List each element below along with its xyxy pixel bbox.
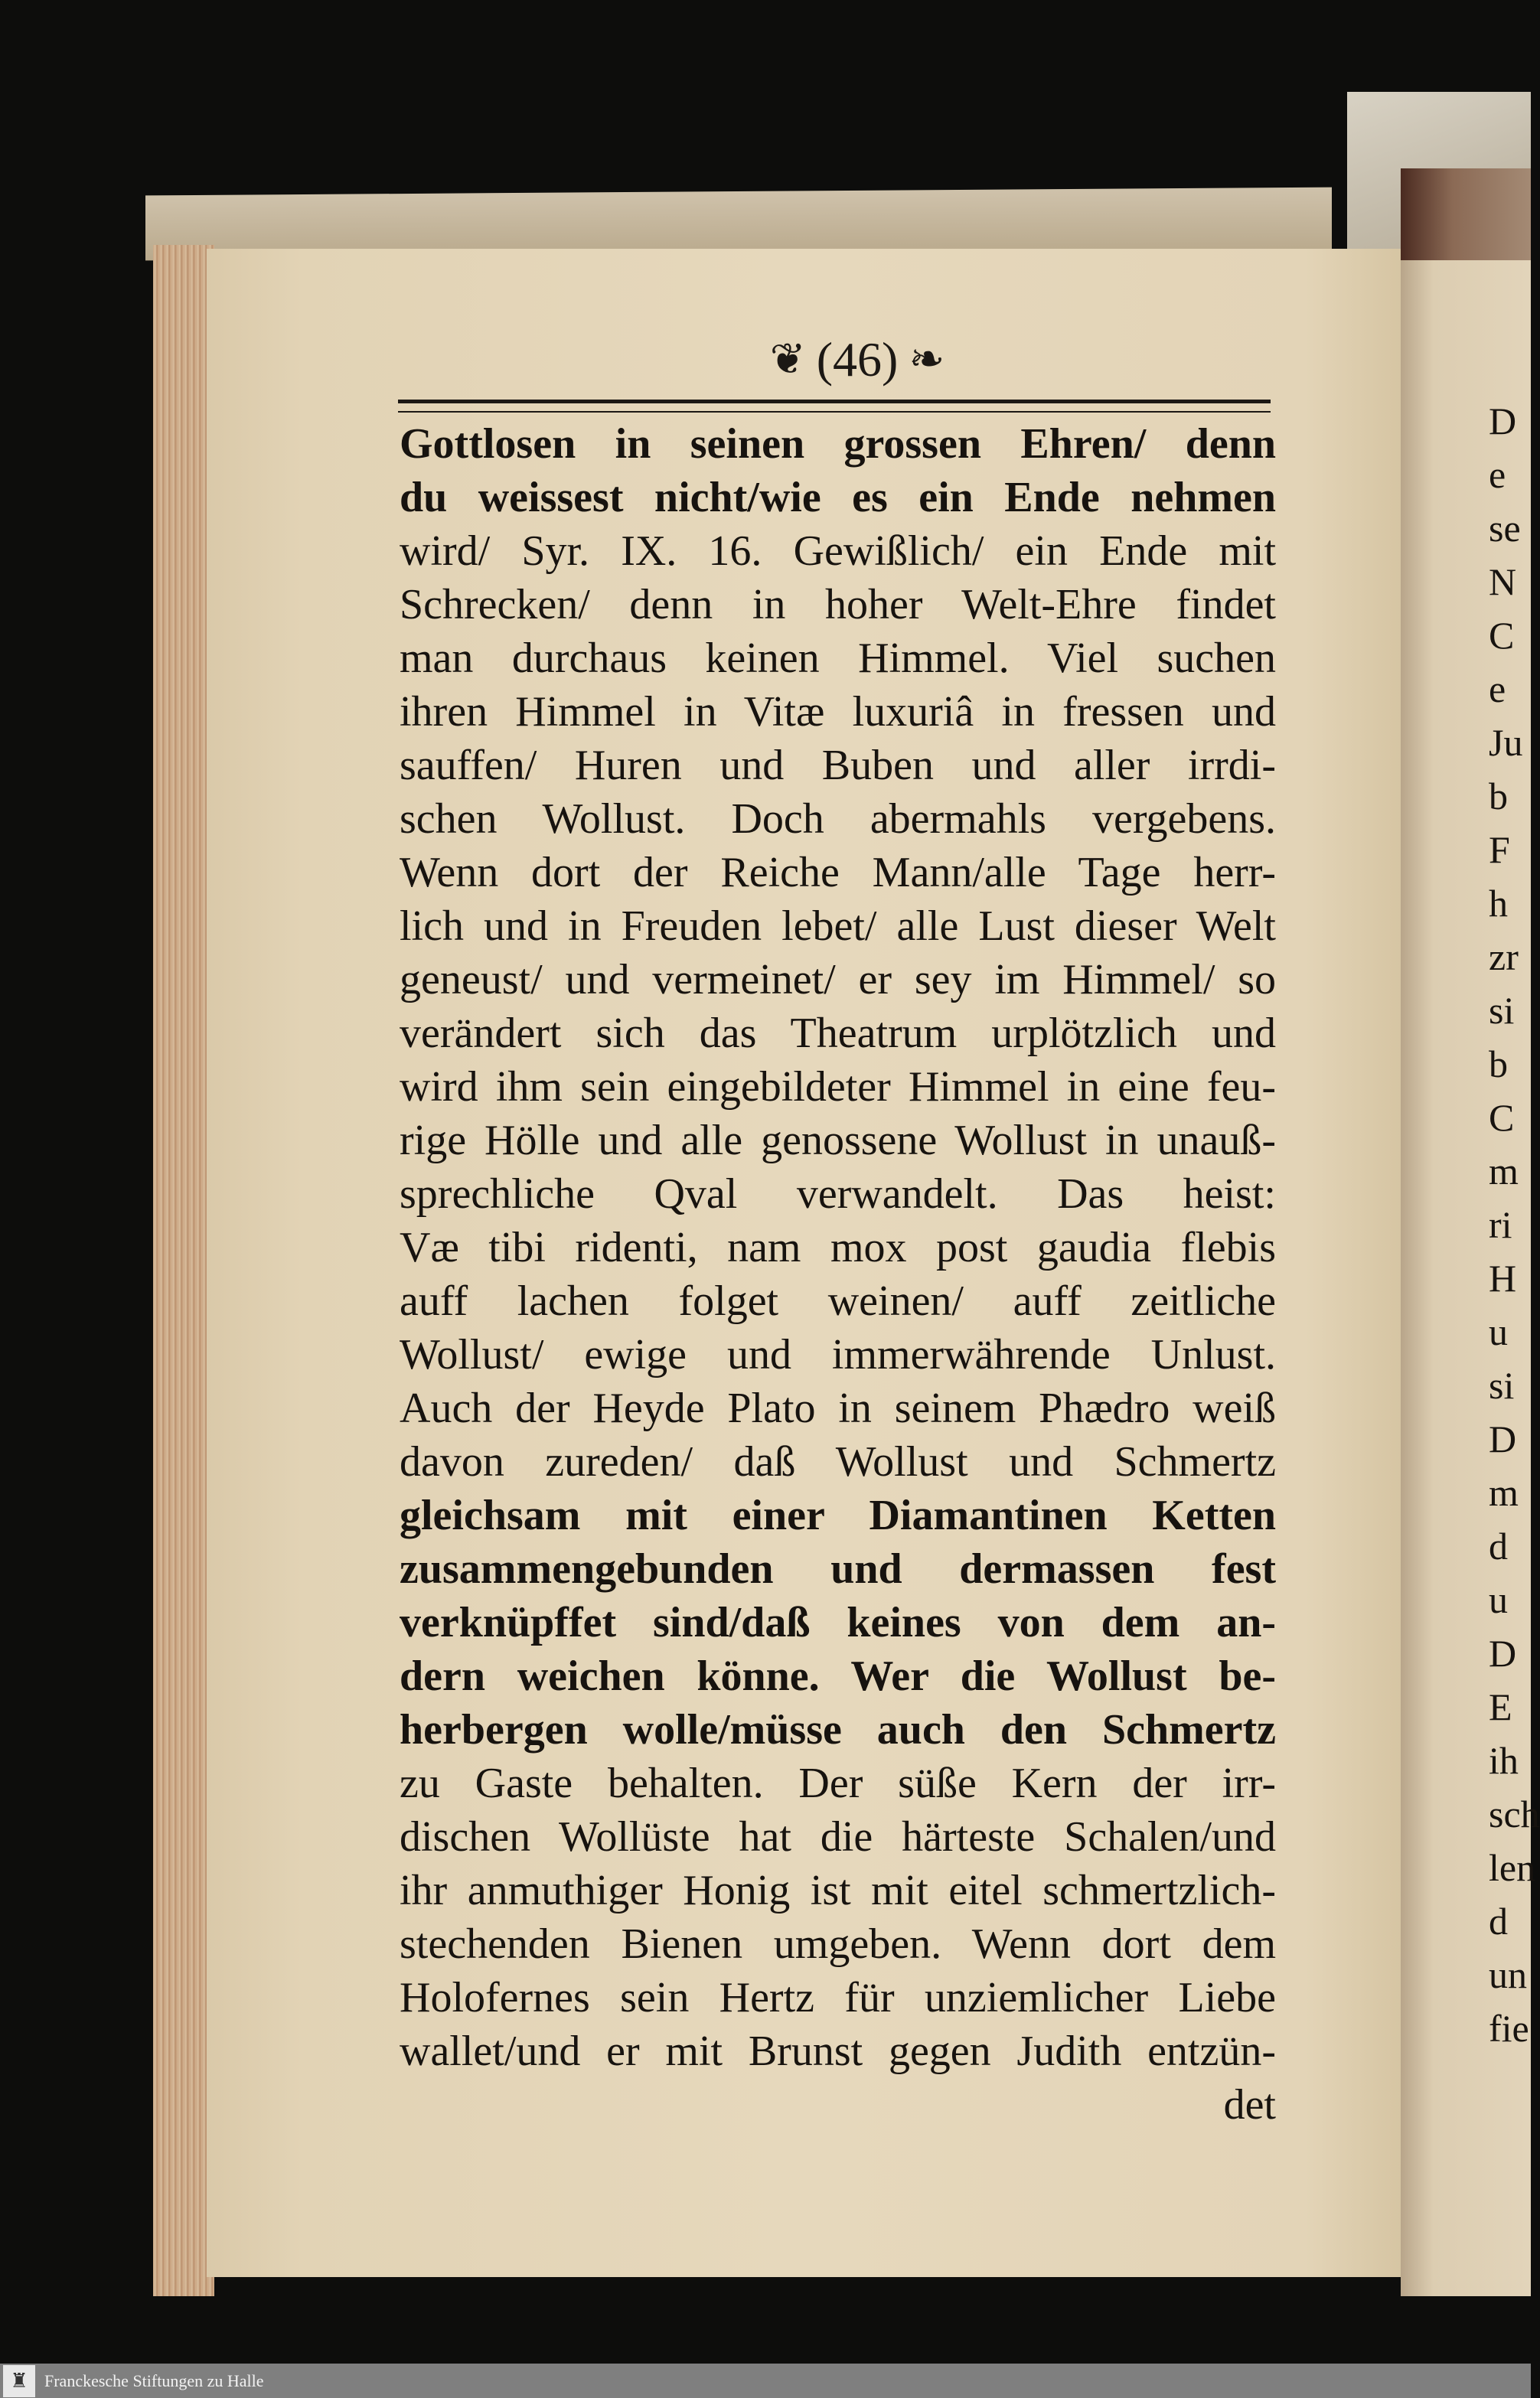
text-line: zu Gaste behalten. Der süße Kern der irr-: [400, 1760, 1276, 1807]
credit-bar: [0, 2364, 1531, 2398]
facing-page-fragment: si: [1489, 989, 1515, 1032]
text-line: stechenden Bienen umgeben. Wenn dort dem: [400, 1920, 1276, 1968]
text-line: Wenn dort der Reiche Mann/alle Tage herr-: [400, 849, 1276, 896]
facing-page-fragment: e: [1489, 453, 1506, 496]
text-line: lich und in Freuden lebet/ alle Lust dieser Welt: [400, 902, 1276, 950]
facing-page-fragment: b: [1489, 1042, 1508, 1085]
ornament-left-icon: ❦: [769, 334, 806, 384]
page-header: [689, 329, 1026, 390]
facing-page-fragment: ri: [1489, 1203, 1512, 1246]
facing-page-fragment: ih: [1489, 1739, 1519, 1782]
facing-page-fragment: C: [1489, 614, 1515, 657]
facing-page-fragment: F: [1489, 828, 1510, 871]
facing-page-fragment: si: [1489, 1364, 1515, 1407]
facing-page-fragment: u: [1489, 1310, 1508, 1353]
facing-page-fragment: d: [1489, 1900, 1508, 1943]
text-line: dern weichen könne. Wer die Wollust be-: [400, 1652, 1276, 1700]
facing-page-fragment: d: [1489, 1525, 1508, 1568]
text-line: davon zureden/ daß Wollust und Schmertz: [400, 1438, 1276, 1486]
facing-page-fragment: Ju: [1489, 721, 1523, 764]
facing-page-fragment: zr: [1489, 935, 1519, 978]
text-line: det: [1223, 2081, 1276, 2129]
text-line: schen Wollust. Doch abermahls vergebens.: [400, 795, 1276, 843]
text-line: verändert sich das Theatrum urplötzlich und: [400, 1010, 1276, 1057]
facing-page-fragment: u: [1489, 1578, 1508, 1621]
text-line: dischen Wollüste hat die härteste Schalen/und: [400, 1813, 1276, 1861]
text-line: Holofernes sein Hertz für unziemlicher Liebe: [400, 1974, 1276, 2021]
book-binding: [1401, 168, 1531, 260]
facing-page-fragment: D: [1489, 1418, 1517, 1460]
text-line: Auch der Heyde Plato in seinem Phædro weiß: [400, 1385, 1276, 1432]
header-rule: [398, 400, 1271, 413]
facing-page-fragment: b: [1489, 775, 1508, 817]
facing-page-fragment: un: [1489, 1953, 1527, 1996]
text-line: du weissest nicht/wie es ein Ende nehmen: [400, 474, 1276, 521]
facing-page-fragment: h: [1489, 882, 1508, 925]
facing-page-fragment: e: [1489, 667, 1506, 710]
text-line: man durchaus keinen Himmel. Viel suchen: [400, 635, 1276, 682]
body-text: [400, 417, 1276, 2132]
ornament-right-icon: ❧: [909, 334, 945, 384]
text-line: Schrecken/ denn in hoher Welt-Ehre findet: [400, 581, 1276, 628]
text-line: gleichsam mit einer Diamantinen Ketten: [400, 1492, 1276, 1539]
facing-page-fragment: fie: [1489, 2007, 1529, 2050]
text-line: wird ihm sein eingebildeter Himmel in eine feu-: [400, 1063, 1276, 1111]
facing-page-fragment: m: [1489, 1471, 1519, 1514]
text-line: sprechliche Qval verwandelt. Das heist:: [400, 1170, 1276, 1218]
text-line: geneust/ und vermeinet/ er sey im Himmel/ so: [400, 956, 1276, 1003]
text-line: zusammengebunden und dermassen fest: [400, 1545, 1276, 1593]
text-line: herbergen wolle/müsse auch den Schmertz: [400, 1706, 1276, 1754]
facing-page-fragment: sch: [1489, 1793, 1540, 1835]
facing-page-fragment: N: [1489, 560, 1517, 603]
text-line: Væ tibi ridenti, nam mox post gaudia flebis: [400, 1224, 1276, 1271]
facing-page-fragment: C: [1489, 1096, 1515, 1139]
text-line: auff lachen folget weinen/ auff zeitliche: [400, 1277, 1276, 1325]
text-line: Wollust/ ewige und immerwährende Unlust.: [400, 1331, 1276, 1378]
text-line: wallet/und er mit Brunst gegen Judith entzün-: [400, 2028, 1276, 2075]
institution-logo-icon: ♜: [3, 2365, 35, 2397]
text-line: rige Hölle und alle genossene Wollust in unauß-: [400, 1117, 1276, 1164]
facing-page-fragment: H: [1489, 1257, 1517, 1300]
text-line: verknüpffet sind/daß keines von dem an-: [400, 1599, 1276, 1646]
facing-page-fragment: E: [1489, 1685, 1512, 1728]
text-line: wird/ Syr. IX. 16. Gewißlich/ ein Ende mit: [400, 527, 1276, 575]
facing-page-fragment: D: [1489, 1632, 1517, 1675]
facing-page-fragment: m: [1489, 1150, 1519, 1192]
text-line: Gottlosen in seinen grossen Ehren/ denn: [400, 420, 1276, 468]
facing-page-fragment: se: [1489, 507, 1521, 550]
text-line: ihr anmuthiger Honig ist mit eitel schmertzlich-: [400, 1867, 1276, 1914]
facing-page-text: [1489, 394, 1540, 2055]
facing-page-fragment: len: [1489, 1846, 1536, 1889]
text-line: sauffen/ Huren und Buben und aller irrdi-: [400, 742, 1276, 789]
facing-page-fragment: D: [1489, 400, 1517, 442]
page-number: (46): [816, 332, 899, 387]
text-line: ihren Himmel in Vitæ luxuriâ in fressen und: [400, 688, 1276, 736]
credit-text: Franckesche Stiftungen zu Halle: [44, 2370, 264, 2390]
page-edges: [153, 245, 214, 2296]
